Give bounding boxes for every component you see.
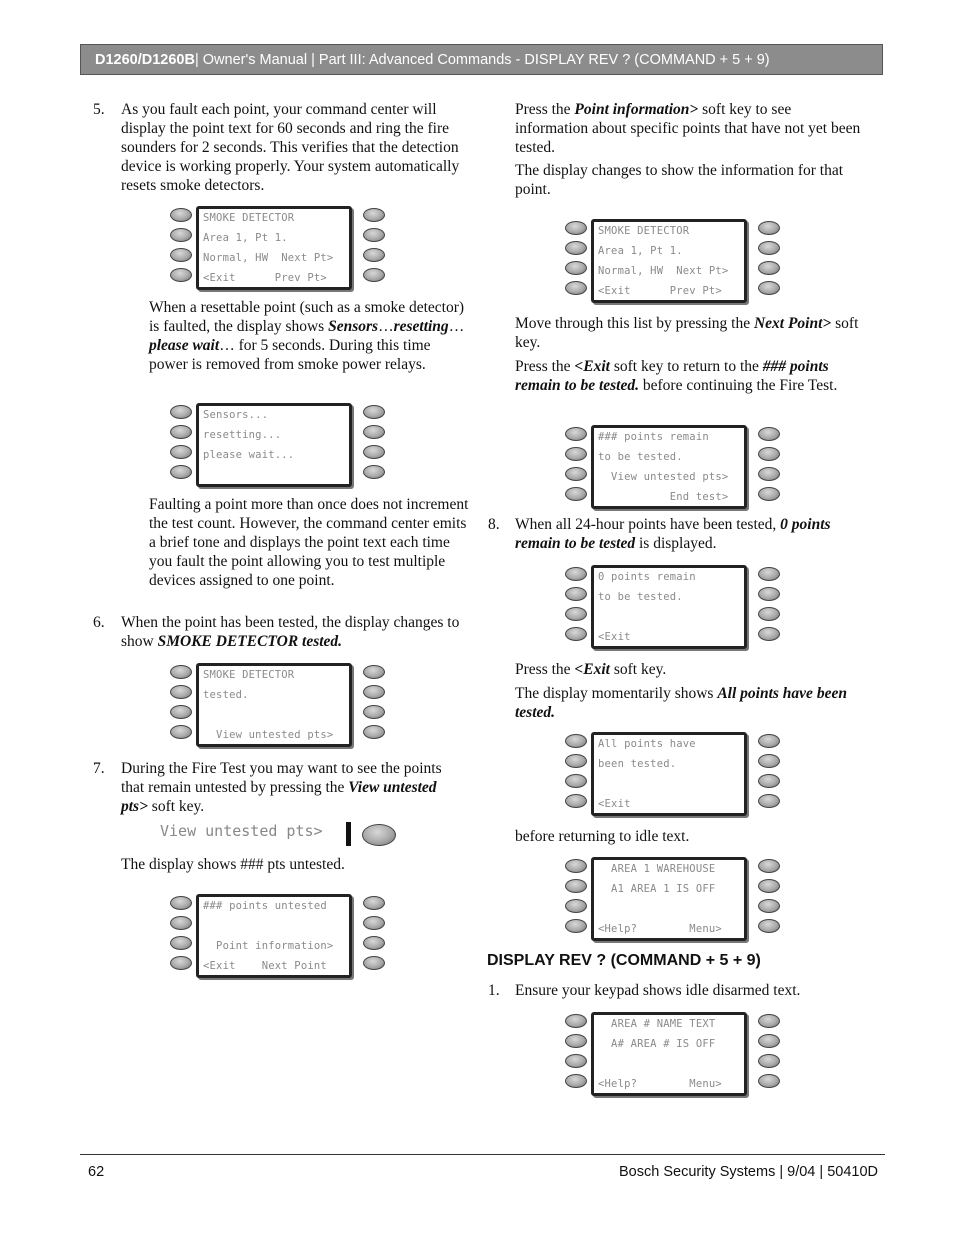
display-line-1: All points have (598, 738, 696, 750)
display-line-2: A# AREA # IS OFF (598, 1038, 716, 1050)
soft-key-left-4[interactable] (565, 1074, 587, 1088)
soft-key-right-2[interactable] (758, 447, 780, 461)
display-line-1: 0 points remain (598, 571, 696, 583)
soft-key-left-2[interactable] (565, 879, 587, 893)
soft-key-left-2[interactable] (565, 1034, 587, 1048)
keypad-display (591, 425, 747, 509)
soft-key-left-1[interactable] (565, 221, 587, 235)
display-line-4: <Exit Prev Pt> (598, 285, 722, 297)
soft-key-right-4[interactable] (758, 794, 780, 808)
soft-key-left-1[interactable] (170, 405, 192, 419)
soft-key-left-4[interactable] (170, 268, 192, 282)
display-line-4: <Exit Prev Pt> (203, 272, 327, 284)
soft-key-left-1[interactable] (565, 859, 587, 873)
soft-key-left-2[interactable] (170, 685, 192, 699)
soft-key-left-1[interactable] (565, 734, 587, 748)
soft-key-right-2[interactable] (758, 879, 780, 893)
section-heading: DISPLAY REV ? (COMMAND + 5 + 9) (487, 952, 761, 969)
soft-key-left-4[interactable] (565, 487, 587, 501)
press-point-information-text: Press the Point information> soft key to see information about specific points that have not yet been tested. (515, 101, 861, 156)
display-line-1: Sensors... (203, 409, 269, 421)
soft-key-right-2[interactable] (363, 425, 385, 439)
soft-key-right-1[interactable] (363, 208, 385, 222)
soft-key-left-3[interactable] (170, 936, 192, 950)
step-1-text: Ensure your keypad shows idle disarmed text. (515, 982, 801, 999)
soft-key-left-4[interactable] (565, 627, 587, 641)
keypad-points-untested (168, 893, 400, 987)
display-line-2: A1 AREA 1 IS OFF (598, 883, 716, 895)
step-5-text: As you fault each point, your command center will display the point text for 60 seconds and ring the fire sounders for 2 seconds. This verifies that the detection device is working properly. Your system automatically resets smoke detectors. (121, 101, 460, 194)
display-line-2: Area 1, Pt 1. (203, 232, 288, 244)
soft-key-right-3[interactable] (758, 774, 780, 788)
soft-key-right-1[interactable] (758, 221, 780, 235)
display-line-2: Area 1, Pt 1. (598, 245, 683, 257)
keypad-display (591, 565, 747, 649)
display-line-4: End test> (598, 491, 729, 503)
resettable-point-text: When a resettable point (such as a smoke detector) is faulted, the display shows Sensors…resetting…please wait… for 5 seconds. During this time power is removed from smoke power relays. (149, 299, 465, 373)
soft-key-right-2[interactable] (758, 1034, 780, 1048)
display-line-3: Normal, HW Next Pt> (203, 252, 334, 264)
display-line-1: AREA 1 WAREHOUSE (598, 863, 716, 875)
soft-key-right-1[interactable] (363, 665, 385, 679)
display-line-4: <Exit (598, 798, 631, 810)
soft-key-left-4[interactable] (565, 281, 587, 295)
soft-key-right-4[interactable] (363, 956, 385, 970)
soft-key-left-2[interactable] (170, 228, 192, 242)
display-line-1: SMOKE DETECTOR (203, 212, 295, 224)
soft-key-right-2[interactable] (363, 685, 385, 699)
display-line-3: please wait... (203, 449, 295, 461)
display-line-1: ### points remain (598, 431, 709, 443)
display-line-2: been tested. (598, 758, 677, 770)
soft-key-right-2[interactable] (758, 754, 780, 768)
soft-key-left-4[interactable] (170, 465, 192, 479)
soft-key-right-4[interactable] (758, 1074, 780, 1088)
soft-key-left-4[interactable] (170, 956, 192, 970)
before-idle-text: before returning to idle text. (515, 828, 690, 845)
soft-key-right-3[interactable] (363, 445, 385, 459)
step-8-text: When all 24-hour points have been tested, 0 points remain to be tested is displayed. (515, 516, 831, 552)
soft-key-right-1[interactable] (758, 734, 780, 748)
view-untested-softkey-label: View untested pts> (160, 822, 323, 840)
soft-key-right-4[interactable] (758, 281, 780, 295)
soft-key-left-2[interactable] (565, 241, 587, 255)
soft-key-left-4[interactable] (565, 919, 587, 933)
soft-key-right-1[interactable] (363, 405, 385, 419)
keypad-display (591, 732, 747, 816)
soft-key-right-1[interactable] (758, 1014, 780, 1028)
soft-key-left-4[interactable] (170, 725, 192, 739)
soft-key-right-1[interactable] (758, 567, 780, 581)
keypad-idle-text (563, 856, 795, 950)
soft-key-right-3[interactable] (758, 899, 780, 913)
keypad-smoke-detector (168, 205, 400, 299)
display-line-4: <Exit (598, 631, 631, 643)
keypad-zero-points-remain (563, 564, 795, 658)
running-header (80, 44, 883, 75)
soft-key-left-2[interactable] (170, 916, 192, 930)
display-line-3: View untested pts> (598, 471, 729, 483)
display-changes-text: The display changes to show the information for that point. (515, 162, 844, 198)
soft-key-right-4[interactable] (758, 919, 780, 933)
step-7-text: During the Fire Test you may want to see the points that remain untested by pressing the View untested pts> soft key. (121, 760, 442, 815)
soft-key-right-3[interactable] (758, 607, 780, 621)
keypad-points-remain (563, 424, 795, 518)
soft-key-right-1[interactable] (758, 859, 780, 873)
footer-rule (80, 1154, 885, 1155)
soft-key-right-4[interactable] (363, 268, 385, 282)
display-line-3: Point information> (203, 940, 334, 952)
soft-key-right-4[interactable] (758, 627, 780, 641)
display-line-2: resetting... (203, 429, 282, 441)
display-line-1: SMOKE DETECTOR (598, 225, 690, 237)
soft-key-right-3[interactable] (758, 261, 780, 275)
display-line-2: to be tested. (598, 451, 683, 463)
fault-more-than-once-text: Faulting a point more than once does not increment the test count. However, the command center emits a brief tone and displays the point text each time you fault the point allowing you to test multiple devices assigned to one point. (149, 496, 469, 589)
display-shows-text: The display shows ### pts untested. (121, 856, 345, 873)
view-untested-softkey-button[interactable] (362, 824, 396, 846)
soft-key-right-2[interactable] (758, 587, 780, 601)
display-edge-bar (346, 822, 351, 846)
soft-key-left-2[interactable] (170, 425, 192, 439)
soft-key-right-3[interactable] (758, 1054, 780, 1068)
header-title: | Owner's Manual | Part III: Advanced Commands - DISPLAY REV ? (COMMAND + 5 + 9) (194, 51, 770, 68)
soft-key-left-3[interactable] (565, 774, 587, 788)
soft-key-left-3[interactable] (170, 705, 192, 719)
soft-key-left-1[interactable] (170, 665, 192, 679)
keypad-display (196, 403, 352, 487)
keypad-sensors-resetting (168, 402, 400, 496)
display-line-4: <Help? Menu> (598, 923, 722, 935)
soft-key-left-1[interactable] (565, 427, 587, 441)
soft-key-left-3[interactable] (565, 607, 587, 621)
soft-key-right-3[interactable] (363, 248, 385, 262)
soft-key-left-3[interactable] (565, 261, 587, 275)
step-6-text: When the point has been tested, the display changes to show SMOKE DETECTOR tested. (121, 614, 460, 650)
display-line-4: <Exit Next Point (203, 960, 327, 972)
display-line-1: ### points untested (203, 900, 327, 912)
soft-key-left-2[interactable] (565, 447, 587, 461)
soft-key-left-1[interactable] (565, 1014, 587, 1028)
display-line-1: SMOKE DETECTOR (203, 669, 295, 681)
display-line-2: to be tested. (598, 591, 683, 603)
keypad-idle-disarmed (563, 1011, 795, 1105)
soft-key-left-3[interactable] (565, 1054, 587, 1068)
soft-key-right-1[interactable] (363, 896, 385, 910)
soft-key-right-3[interactable] (363, 936, 385, 950)
soft-key-left-2[interactable] (565, 587, 587, 601)
soft-key-left-3[interactable] (565, 899, 587, 913)
step-7-number: 7. (93, 760, 105, 777)
display-line-3: Normal, HW Next Pt> (598, 265, 729, 277)
press-exit-text: Press the <Exit soft key. (515, 661, 667, 678)
keypad-point-information (563, 218, 795, 312)
step-1-number: 1. (488, 982, 500, 999)
soft-key-left-1[interactable] (565, 567, 587, 581)
soft-key-left-1[interactable] (170, 208, 192, 222)
display-line-1: AREA # NAME TEXT (598, 1018, 716, 1030)
soft-key-right-3[interactable] (363, 705, 385, 719)
keypad-display (591, 219, 747, 303)
footer-publisher: Bosch Security Systems | 9/04 | 50410D (619, 1164, 878, 1180)
move-through-list-text: Move through this list by pressing the Next Point> soft key. (515, 315, 859, 351)
soft-key-left-3[interactable] (170, 445, 192, 459)
soft-key-right-2[interactable] (363, 916, 385, 930)
soft-key-left-3[interactable] (565, 467, 587, 481)
display-line-4: View untested pts> (203, 729, 334, 741)
header-model: D1260/D1260B (95, 51, 195, 68)
momentarily-shows-text: The display momentarily shows All points have been tested. (515, 685, 847, 721)
soft-key-left-3[interactable] (170, 248, 192, 262)
display-line-2: tested. (203, 689, 249, 701)
step-8-number: 8. (488, 516, 500, 533)
soft-key-right-1[interactable] (758, 427, 780, 441)
page-number: 62 (88, 1164, 105, 1180)
step-6-number: 6. (93, 614, 105, 631)
keypad-display (196, 206, 352, 290)
display-line-4: <Help? Menu> (598, 1078, 722, 1090)
keypad-all-points-tested (563, 731, 795, 825)
keypad-display (196, 894, 352, 978)
soft-key-right-4[interactable] (758, 487, 780, 501)
soft-key-left-2[interactable] (565, 754, 587, 768)
soft-key-left-1[interactable] (170, 896, 192, 910)
soft-key-right-3[interactable] (758, 467, 780, 481)
soft-key-right-2[interactable] (363, 228, 385, 242)
keypad-smoke-detector-tested (168, 662, 400, 756)
keypad-display (196, 663, 352, 747)
step-5-number: 5. (93, 101, 105, 118)
soft-key-right-2[interactable] (758, 241, 780, 255)
keypad-display (591, 857, 747, 941)
keypad-display (591, 1012, 747, 1096)
soft-key-right-4[interactable] (363, 465, 385, 479)
soft-key-right-4[interactable] (363, 725, 385, 739)
soft-key-left-4[interactable] (565, 794, 587, 808)
press-exit-return-text: Press the <Exit soft key to return to the ### points remain to be tested. before continuing the Fire Test. (515, 358, 838, 394)
